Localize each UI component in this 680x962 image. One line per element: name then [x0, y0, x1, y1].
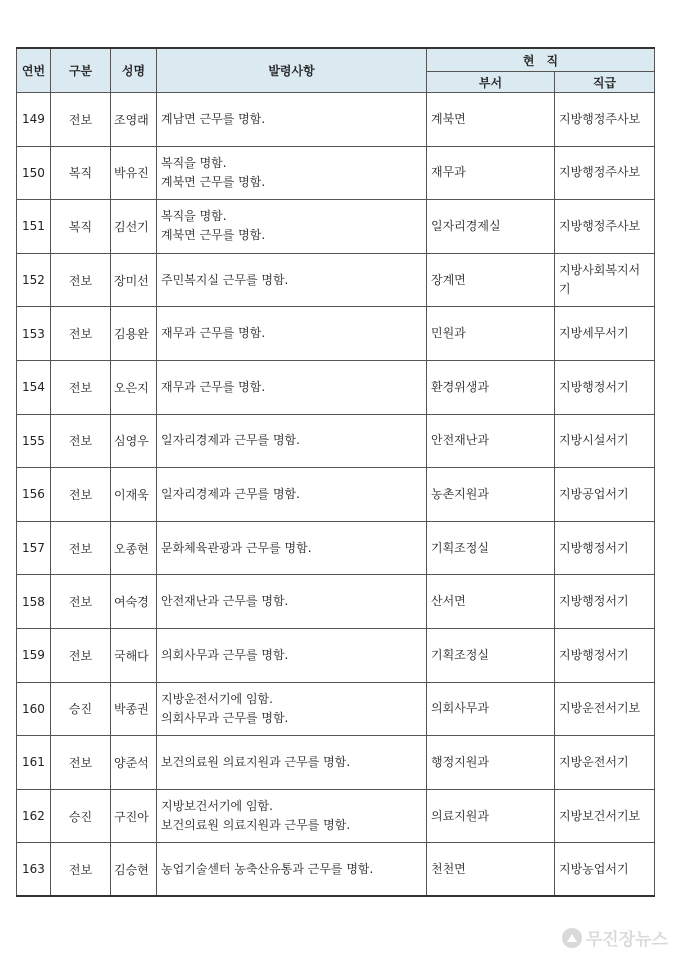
header-name: 성명	[111, 48, 157, 93]
row-name: 박유진	[111, 146, 157, 200]
row-rank: 지방행정주사보	[555, 146, 655, 200]
row-type: 승진	[51, 789, 111, 843]
row-no: 162	[17, 789, 51, 843]
row-dept: 의회사무과	[427, 682, 555, 736]
row-type: 전보	[51, 736, 111, 790]
order-line: 계북면 근무를 명함.	[161, 174, 266, 189]
row-rank: 지방세무서기	[555, 307, 655, 361]
row-no: 154	[17, 360, 51, 414]
table-row	[17, 736, 655, 790]
table-row	[17, 843, 655, 897]
row-no: 155	[17, 414, 51, 468]
row-no: 150	[17, 146, 51, 200]
row-type: 전보	[51, 360, 111, 414]
mountain-logo-icon	[562, 928, 582, 948]
order-line: 지방운전서기에 임함.	[161, 691, 273, 706]
header-dept: 부서	[427, 72, 555, 93]
row-dept: 재무과	[427, 146, 555, 200]
order-line: 재무과 근무를 명함.	[161, 326, 266, 341]
watermark-text: 무진장뉴스	[585, 930, 668, 950]
header-order: 발령사항	[157, 48, 427, 93]
row-no: 160	[17, 682, 51, 736]
row-order	[157, 468, 427, 522]
order-line: 안전재난과 근무를 명함.	[161, 594, 289, 609]
row-type: 전보	[51, 628, 111, 682]
order-line: 의회사무과 근무를 명함.	[161, 710, 289, 725]
row-name: 장미선	[111, 253, 157, 307]
row-dept: 장계면	[427, 253, 555, 307]
table-row	[17, 360, 655, 414]
row-order	[157, 146, 427, 200]
row-rank: 지방행정서기	[555, 360, 655, 414]
row-dept: 계북면	[427, 93, 555, 147]
row-order	[157, 200, 427, 254]
row-order	[157, 307, 427, 361]
row-no: 163	[17, 843, 51, 897]
row-name: 구진아	[111, 789, 157, 843]
order-line: 보건의료원 의료지원과 근무를 명함.	[161, 818, 351, 833]
row-dept: 민원과	[427, 307, 555, 361]
row-name: 양준석	[111, 736, 157, 790]
order-line: 주민복지실 근무를 명함.	[161, 272, 289, 287]
row-order	[157, 253, 427, 307]
order-line: 계남면 근무를 명함.	[161, 111, 266, 126]
row-type: 복직	[51, 200, 111, 254]
header-rank: 직급	[555, 72, 655, 93]
row-dept: 기획조정실	[427, 628, 555, 682]
row-name: 이재욱	[111, 468, 157, 522]
table-body	[17, 93, 655, 897]
row-no: 149	[17, 93, 51, 147]
row-no: 158	[17, 575, 51, 629]
row-dept: 일자리경제실	[427, 200, 555, 254]
row-name: 김용완	[111, 307, 157, 361]
row-no: 153	[17, 307, 51, 361]
personnel-table	[16, 47, 655, 897]
table-row	[17, 521, 655, 575]
row-order	[157, 789, 427, 843]
table-row	[17, 146, 655, 200]
row-rank: 지방시설서기	[555, 414, 655, 468]
table-row	[17, 789, 655, 843]
row-dept: 의료지원과	[427, 789, 555, 843]
order-line: 복직을 명함.	[161, 155, 227, 170]
table-row	[17, 575, 655, 629]
row-dept: 산서면	[427, 575, 555, 629]
row-order	[157, 682, 427, 736]
table-row	[17, 200, 655, 254]
row-type: 전보	[51, 468, 111, 522]
row-order	[157, 521, 427, 575]
row-rank: 지방행정서기	[555, 628, 655, 682]
order-line: 일자리경제과 근무를 명함.	[161, 433, 300, 448]
row-order	[157, 414, 427, 468]
row-dept: 안전재난과	[427, 414, 555, 468]
order-line: 복직을 명함.	[161, 209, 227, 224]
row-dept: 환경위생과	[427, 360, 555, 414]
row-type: 승진	[51, 682, 111, 736]
header-current: 현 직	[427, 48, 655, 72]
row-no: 159	[17, 628, 51, 682]
row-rank: 지방운전서기	[555, 736, 655, 790]
row-no: 151	[17, 200, 51, 254]
row-type: 전보	[51, 414, 111, 468]
row-name: 국해다	[111, 628, 157, 682]
row-rank: 지방농업서기	[555, 843, 655, 897]
row-name: 오은지	[111, 360, 157, 414]
table-row	[17, 628, 655, 682]
table-row	[17, 307, 655, 361]
row-name: 김선기	[111, 200, 157, 254]
order-line: 보건의료원 의료지원과 근무를 명함.	[161, 754, 351, 769]
row-name: 김승현	[111, 843, 157, 897]
row-no: 156	[17, 468, 51, 522]
order-line: 재무과 근무를 명함.	[161, 379, 266, 394]
row-order	[157, 360, 427, 414]
order-line: 지방보건서기에 임함.	[161, 799, 273, 814]
watermark	[562, 925, 668, 950]
table-row	[17, 468, 655, 522]
row-name: 오종현	[111, 521, 157, 575]
row-rank: 지방공업서기	[555, 468, 655, 522]
row-order	[157, 843, 427, 897]
row-name: 심영우	[111, 414, 157, 468]
order-line: 농업기술센터 농축산유통과 근무를 명함.	[161, 861, 374, 876]
row-rank: 지방행정주사보	[555, 200, 655, 254]
row-rank: 지방행정서기	[555, 521, 655, 575]
row-rank: 지방행정서기	[555, 575, 655, 629]
row-type: 전보	[51, 307, 111, 361]
row-type: 복직	[51, 146, 111, 200]
row-no: 152	[17, 253, 51, 307]
row-rank: 지방행정주사보	[555, 93, 655, 147]
header-type: 구분	[51, 48, 111, 93]
row-rank: 지방운전서기보	[555, 682, 655, 736]
table-row	[17, 93, 655, 147]
table-row	[17, 682, 655, 736]
row-dept: 행정지원과	[427, 736, 555, 790]
order-line: 계북면 근무를 명함.	[161, 228, 266, 243]
row-order	[157, 628, 427, 682]
row-order	[157, 575, 427, 629]
row-rank: 지방사회복지서기	[555, 253, 655, 307]
row-name: 여숙경	[111, 575, 157, 629]
order-line: 문화체육관광과 근무를 명함.	[161, 540, 312, 555]
row-rank: 지방보건서기보	[555, 789, 655, 843]
row-type: 전보	[51, 843, 111, 897]
row-type: 전보	[51, 575, 111, 629]
row-dept: 기획조정실	[427, 521, 555, 575]
order-line: 일자리경제과 근무를 명함.	[161, 486, 300, 501]
row-no: 161	[17, 736, 51, 790]
header-no: 연번	[17, 48, 51, 93]
row-name: 박종권	[111, 682, 157, 736]
row-dept: 농촌지원과	[427, 468, 555, 522]
table-row	[17, 414, 655, 468]
row-name: 조영래	[111, 93, 157, 147]
row-dept: 천천면	[427, 843, 555, 897]
table-row	[17, 253, 655, 307]
row-no: 157	[17, 521, 51, 575]
row-type: 전보	[51, 253, 111, 307]
row-type: 전보	[51, 521, 111, 575]
row-type: 전보	[51, 93, 111, 147]
row-order	[157, 736, 427, 790]
order-line: 의회사무과 근무를 명함.	[161, 647, 289, 662]
row-order	[157, 93, 427, 147]
